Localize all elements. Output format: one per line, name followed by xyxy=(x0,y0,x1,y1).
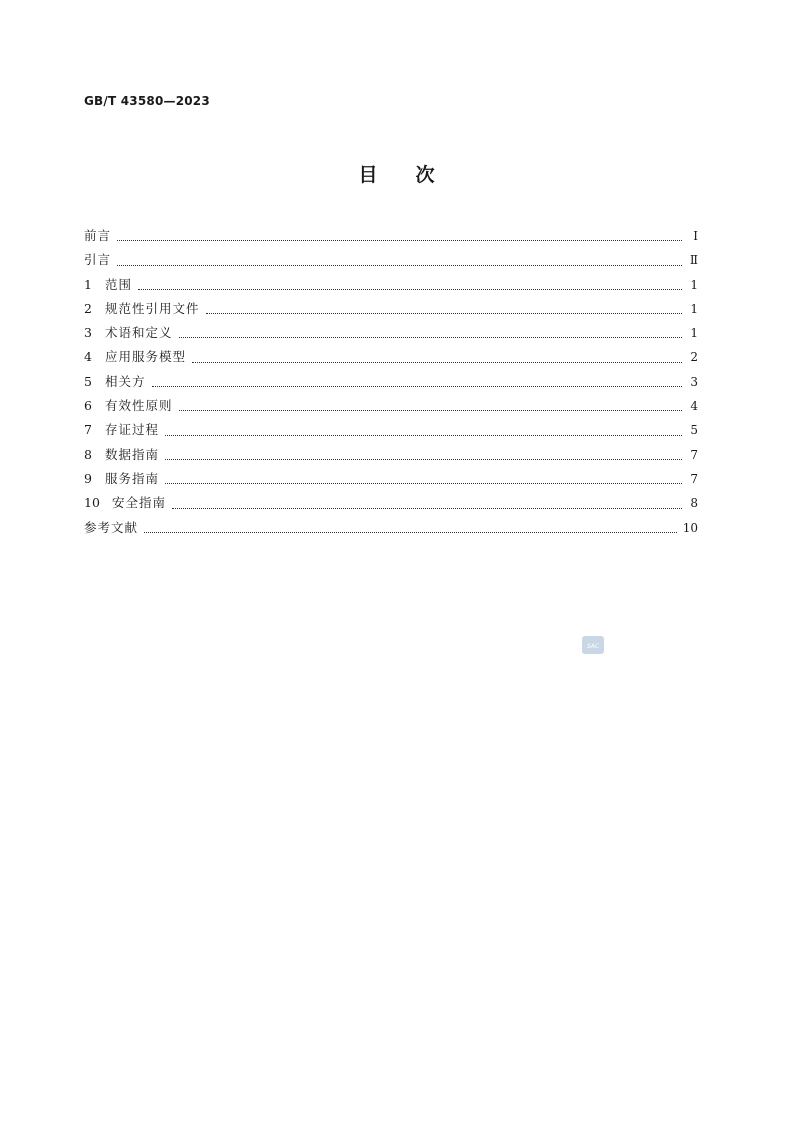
toc-entry-number: 2 xyxy=(84,300,92,316)
toc-entry[interactable] xyxy=(84,396,698,420)
toc-dot-leader xyxy=(206,313,682,314)
toc-dot-leader xyxy=(165,459,682,460)
toc-entry-number: 10 xyxy=(84,495,100,511)
toc-entry-page: 7 xyxy=(690,471,698,486)
toc-entry[interactable] xyxy=(84,250,698,274)
toc-entry-page: Ⅱ xyxy=(689,253,698,268)
toc-entry-label: 存证过程 xyxy=(105,422,160,438)
toc-entry[interactable] xyxy=(84,275,698,299)
toc-dot-leader xyxy=(179,410,682,411)
toc-dot-leader xyxy=(117,240,682,241)
toc-entry-label: 引言 xyxy=(84,252,112,268)
toc-entry[interactable] xyxy=(84,445,698,469)
toc-dot-leader xyxy=(144,532,677,533)
toc-dot-leader xyxy=(138,289,682,290)
toc-entry-page: 1 xyxy=(690,277,698,292)
toc-entry-page: 4 xyxy=(690,399,698,414)
toc-entry[interactable] xyxy=(84,493,698,517)
toc-entry[interactable] xyxy=(84,420,698,444)
toc-entry-label: 规范性引用文件 xyxy=(105,300,200,316)
toc-entry-page: 10 xyxy=(682,520,698,535)
toc-entry-label: 前言 xyxy=(84,228,112,243)
toc-entry-page: 8 xyxy=(690,496,698,511)
toc-entry-label: 数据指南 xyxy=(105,446,160,462)
toc-entry[interactable] xyxy=(84,299,698,323)
toc-dot-leader xyxy=(152,386,682,387)
toc-entry-label: 应用服务模型 xyxy=(105,349,187,365)
watermark-text: SAC xyxy=(586,643,600,650)
toc-entry-page: 2 xyxy=(690,350,698,365)
toc-entry-page: 3 xyxy=(690,374,698,389)
page-title: 目次 xyxy=(358,164,473,186)
toc-entry-page: 1 xyxy=(690,301,698,316)
toc-dot-leader xyxy=(192,362,682,363)
toc-entry-page: 1 xyxy=(690,326,698,341)
toc-entry-label: 安全指南 xyxy=(112,495,167,511)
toc-entry-label: 范围 xyxy=(105,276,133,292)
toc-entry-number: 6 xyxy=(84,398,92,414)
toc-entry-number: 7 xyxy=(84,422,92,438)
toc-dot-leader xyxy=(165,435,682,436)
toc-entry[interactable] xyxy=(84,469,698,493)
toc-entry-number: 4 xyxy=(84,349,92,365)
toc-entry-label: 有效性原则 xyxy=(105,398,173,414)
toc-entry-number: 9 xyxy=(84,470,92,486)
standard-code: GB/T 43580—2023 xyxy=(84,94,210,108)
toc-entry[interactable] xyxy=(84,226,698,250)
toc-entry-page: Ⅰ xyxy=(693,229,698,243)
toc-entry-page: 7 xyxy=(690,447,698,462)
toc-entry-number: 8 xyxy=(84,446,92,462)
toc-entry[interactable] xyxy=(84,518,698,542)
toc-entry-number: 1 xyxy=(84,276,92,292)
toc-entry-page: 5 xyxy=(690,423,698,438)
table-of-contents xyxy=(84,226,698,542)
toc-entry[interactable] xyxy=(84,347,698,371)
toc-entry-label: 术语和定义 xyxy=(105,325,173,341)
toc-entry-number: 5 xyxy=(84,373,92,389)
toc-entry-label: 服务指南 xyxy=(105,470,160,486)
toc-entry[interactable] xyxy=(84,323,698,347)
toc-entry-label: 相关方 xyxy=(105,373,146,389)
toc-entry-label: 参考文献 xyxy=(84,519,139,535)
toc-dot-leader xyxy=(117,265,682,266)
toc-entry-number: 3 xyxy=(84,325,92,341)
toc-entry[interactable] xyxy=(84,372,698,396)
toc-dot-leader xyxy=(179,337,682,338)
sac-logo-icon xyxy=(582,636,604,654)
toc-dot-leader xyxy=(165,483,682,484)
toc-dot-leader xyxy=(172,508,682,509)
